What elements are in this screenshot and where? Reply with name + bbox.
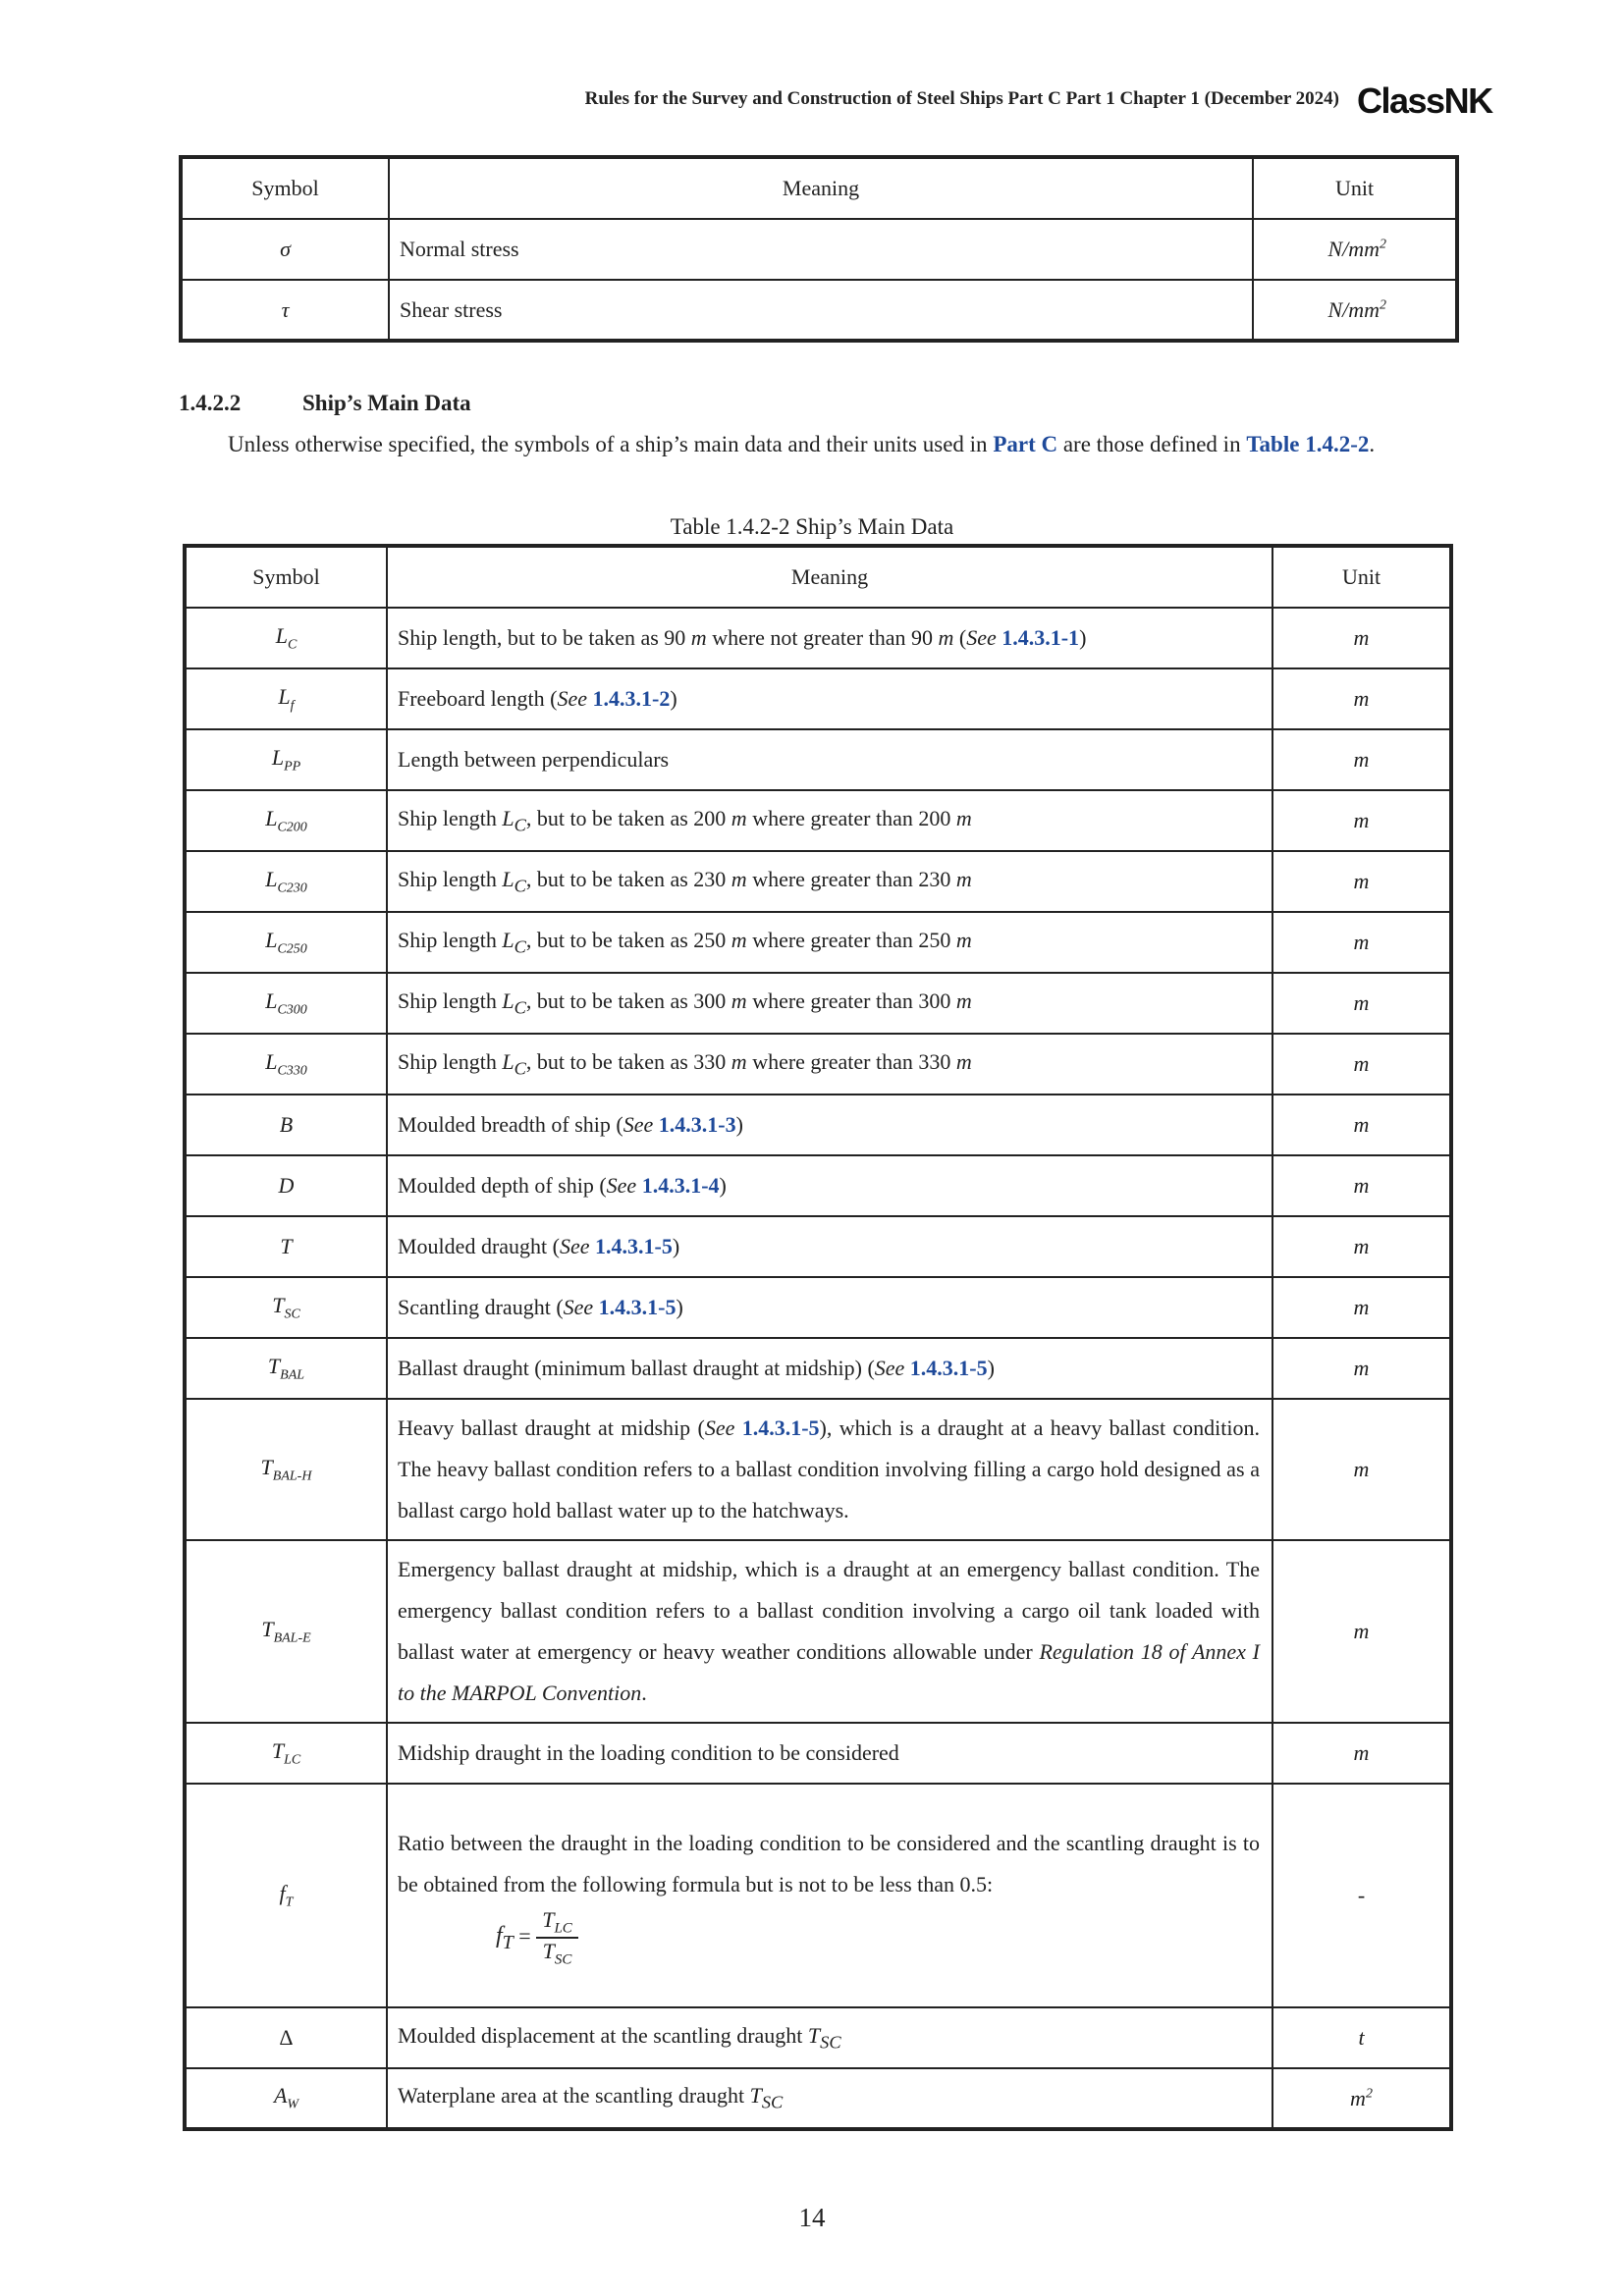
- meaning-cell: Freeboard length (See 1.4.3.1-2): [387, 668, 1272, 729]
- unit-cell: $N/mm^2$: [1253, 219, 1457, 280]
- table-header-row: [185, 546, 1451, 608]
- meaning-cell: Waterplane area at the scantling draught $T_{SC}$: [387, 2068, 1272, 2129]
- table-row: [185, 1034, 1451, 1095]
- symbol-cell: $L_f$: [185, 668, 387, 729]
- ref-link[interactable]: 1.4.3.1-4: [641, 1173, 720, 1198]
- meaning-cell: Ship length $L_C$, but to be taken as 230 m where greater than 230 m: [387, 851, 1272, 912]
- symbol-cell: $T_{LC}$: [185, 1723, 387, 1784]
- table-row: [185, 1723, 1451, 1784]
- table-row: [185, 1784, 1451, 2007]
- symbol-cell: $L_{C250}$: [185, 912, 387, 973]
- meaning-cell: Ship length, but to be taken as 90 m where not greater than 90 m (See 1.4.3.1-1): [387, 608, 1272, 668]
- meaning-cell: Emergency ballast draught at midship, which is a draught at an emergency ballast condition. The emergency ballast condition refers to a ballast condition involving a cargo oil tank loaded with ballast water at emergency or heavy weather conditions allowable under Regulation 18 of Annex I to the MARPOL Convention.: [387, 1540, 1272, 1723]
- table-row: [185, 1338, 1451, 1399]
- table-row: [185, 790, 1451, 851]
- table-row: [185, 1277, 1451, 1338]
- unit-cell: m: [1272, 1723, 1451, 1784]
- table-row: [185, 1399, 1451, 1540]
- unit-cell: m: [1272, 668, 1451, 729]
- ref-link[interactable]: 1.4.3.1-3: [658, 1112, 736, 1137]
- meaning-cell: Moulded depth of ship (See 1.4.3.1-4): [387, 1155, 1272, 1216]
- symbol-cell: τ: [181, 280, 389, 341]
- symbol-cell: $T_{BAL}$: [185, 1338, 387, 1399]
- classnk-logo: ClassNK: [1357, 80, 1492, 121]
- unit-cell: m: [1272, 790, 1451, 851]
- symbol-cell: $L_{C300}$: [185, 973, 387, 1034]
- unit-cell: t: [1272, 2007, 1451, 2068]
- symbol-cell: $T_{BAL-H}$: [185, 1399, 387, 1540]
- table-row: [181, 219, 1457, 280]
- column-header-meaning: Meaning: [387, 546, 1272, 608]
- table-row: [185, 729, 1451, 790]
- symbol-cell: $L_{PP}$: [185, 729, 387, 790]
- table-row: [185, 668, 1451, 729]
- page-number: 14: [798, 2203, 826, 2232]
- symbol-cell: σ: [181, 219, 389, 280]
- symbol-cell: B: [185, 1095, 387, 1155]
- section-paragraph: Unless otherwise specified, the symbols of a ship’s main data and their units used in Part C are those defined in Table 1.4.2-2.: [228, 432, 1376, 456]
- symbol-cell: $L_{C200}$: [185, 790, 387, 851]
- meaning-cell: Ship length $L_C$, but to be taken as 200 m where greater than 200 m: [387, 790, 1272, 851]
- document-title: Rules for the Survey and Construction of Steel Ships Part C Part 1 Chapter 1 (December 2024): [584, 88, 1339, 109]
- table-row: [185, 608, 1451, 668]
- table-row: [185, 2068, 1451, 2129]
- table-row: [185, 1540, 1451, 1723]
- symbol-cell: T: [185, 1216, 387, 1277]
- column-header-meaning: Meaning: [389, 157, 1253, 219]
- ref-link[interactable]: 1.4.3.1-5: [598, 1295, 677, 1319]
- meaning-cell: Ship length $L_C$, but to be taken as 330 m where greater than 330 m: [387, 1034, 1272, 1095]
- unit-cell: m: [1272, 729, 1451, 790]
- table-row: [181, 280, 1457, 341]
- meaning-cell: Ratio between the draught in the loading condition to be considered and the scantling draught is to be obtained from the following formula but is not to be less than 0.5: $f_T$ = $\frac{T_{LC}}{T_{SC}}$: [387, 1784, 1272, 2007]
- section-heading: [179, 391, 471, 416]
- unit-cell: m: [1272, 1216, 1451, 1277]
- symbol-cell: $T_{BAL-E}$: [185, 1540, 387, 1723]
- ref-link[interactable]: 1.4.3.1-5: [595, 1234, 673, 1258]
- ref-link[interactable]: 1.4.3.1-1: [1001, 625, 1080, 650]
- stress-symbols-table: [179, 155, 1459, 343]
- table-row: [185, 973, 1451, 1034]
- symbol-cell: D: [185, 1155, 387, 1216]
- table-row: [185, 851, 1451, 912]
- table-row: [185, 912, 1451, 973]
- symbol-cell: $L_{C330}$: [185, 1034, 387, 1095]
- ft-formula: $f_T$ = $\frac{T_{LC}}{T_{SC}}$: [398, 1905, 1260, 1969]
- column-header-symbol: Symbol: [181, 157, 389, 219]
- meaning-cell: Ship length $L_C$, but to be taken as 250 m where greater than 250 m: [387, 912, 1272, 973]
- ref-link[interactable]: 1.4.3.1-2: [592, 686, 671, 711]
- symbol-cell: Δ: [185, 2007, 387, 2068]
- unit-cell: m: [1272, 1399, 1451, 1540]
- unit-cell: $m^2$: [1272, 2068, 1451, 2129]
- meaning-cell: Heavy ballast draught at midship (See 1.4.3.1-5), which is a draught at a heavy ballast condition. The heavy ballast condition refers to a ballast condition involving filling a cargo hold designed as a ballast cargo hold ballast water up to the hatchways.: [387, 1399, 1272, 1540]
- section-title: Ship’s Main Data: [302, 391, 471, 415]
- meaning-cell: Length between perpendiculars: [387, 729, 1272, 790]
- meaning-cell: Scantling draught (See 1.4.3.1-5): [387, 1277, 1272, 1338]
- page-header: [0, 80, 1624, 120]
- unit-cell: m: [1272, 1155, 1451, 1216]
- unit-cell: m: [1272, 1277, 1451, 1338]
- part-c-link[interactable]: Part C: [993, 432, 1058, 456]
- table-row: [185, 1216, 1451, 1277]
- column-header-symbol: Symbol: [185, 546, 387, 608]
- unit-cell: $N/mm^2$: [1253, 280, 1457, 341]
- unit-cell: m: [1272, 912, 1451, 973]
- unit-cell: m: [1272, 973, 1451, 1034]
- symbol-cell: $f_T$: [185, 1784, 387, 2007]
- unit-cell: -: [1272, 1784, 1451, 2007]
- table-caption: Table 1.4.2-2 Ship’s Main Data: [670, 514, 954, 539]
- unit-cell: m: [1272, 851, 1451, 912]
- symbol-cell: $L_C$: [185, 608, 387, 668]
- ship-main-data-table: [183, 544, 1453, 2131]
- symbol-cell: $L_{C230}$: [185, 851, 387, 912]
- meaning-cell: Moulded draught (See 1.4.3.1-5): [387, 1216, 1272, 1277]
- meaning-cell: Ballast draught (minimum ballast draught at midship) (See 1.4.3.1-5): [387, 1338, 1272, 1399]
- section-number: 1.4.2.2: [179, 391, 242, 415]
- table-row: [185, 1095, 1451, 1155]
- ref-link[interactable]: 1.4.3.1-5: [909, 1356, 988, 1380]
- table-header-row: [181, 157, 1457, 219]
- meaning-cell: Moulded displacement at the scantling draught $T_{SC}$: [387, 2007, 1272, 2068]
- table-row: [185, 2007, 1451, 2068]
- symbol-cell: $T_{SC}$: [185, 1277, 387, 1338]
- column-header-unit: Unit: [1253, 157, 1457, 219]
- unit-cell: m: [1272, 608, 1451, 668]
- unit-cell: m: [1272, 1095, 1451, 1155]
- symbol-cell: $A_W$: [185, 2068, 387, 2129]
- table-1-4-2-2-link[interactable]: Table 1.4.2-2: [1246, 432, 1370, 456]
- unit-cell: m: [1272, 1034, 1451, 1095]
- unit-cell: m: [1272, 1338, 1451, 1399]
- column-header-unit: Unit: [1272, 546, 1451, 608]
- meaning-cell: Normal stress: [389, 219, 1253, 280]
- meaning-cell: Shear stress: [389, 280, 1253, 341]
- meaning-cell: Moulded breadth of ship (See 1.4.3.1-3): [387, 1095, 1272, 1155]
- unit-cell: m: [1272, 1540, 1451, 1723]
- ref-link[interactable]: 1.4.3.1-5: [741, 1415, 820, 1440]
- meaning-cell: Midship draught in the loading condition to be considered: [387, 1723, 1272, 1784]
- table-row: [185, 1155, 1451, 1216]
- meaning-cell: Ship length $L_C$, but to be taken as 300 m where greater than 300 m: [387, 973, 1272, 1034]
